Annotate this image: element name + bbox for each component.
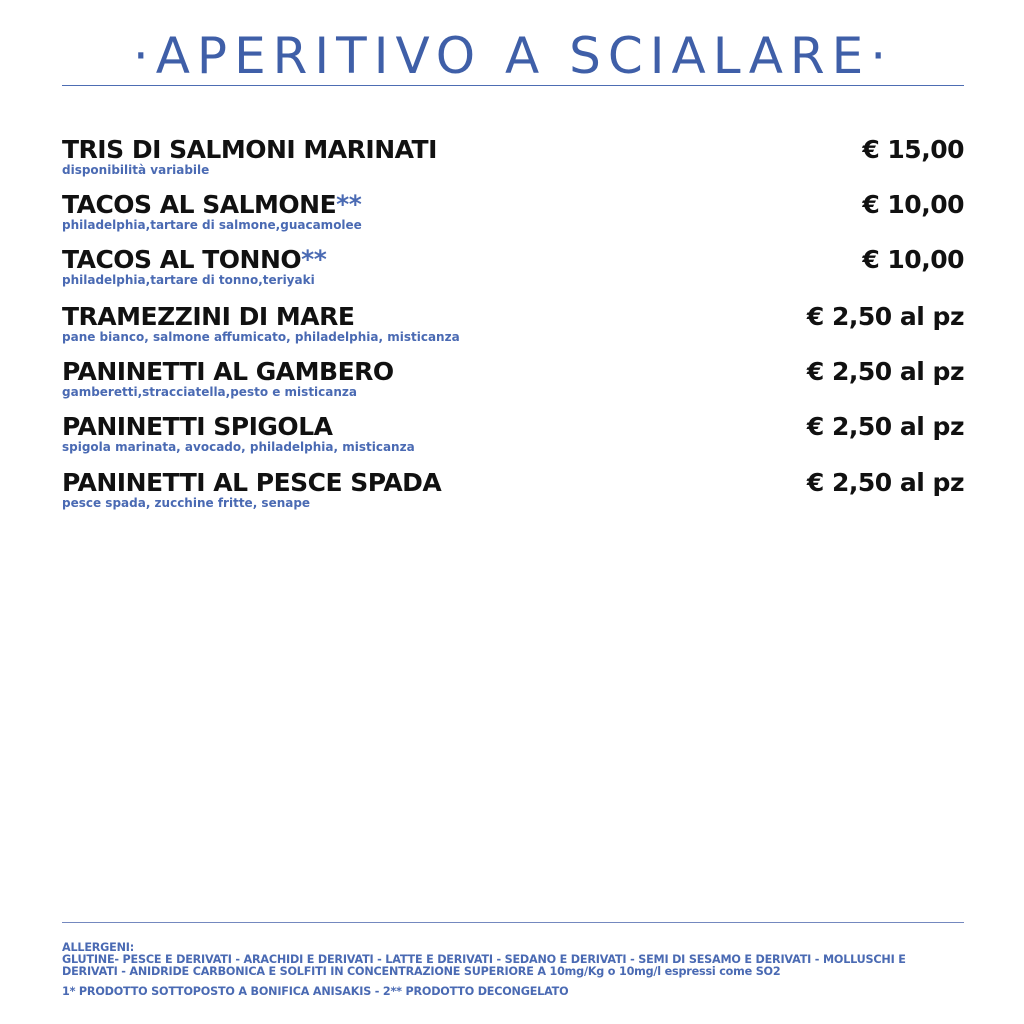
item-name: TACOS AL TONNO** [62,245,327,274]
item-name: PANINETTI AL PESCE SPADA [62,468,442,497]
allergens-line: GLUTINE- PESCE E DERIVATI - ARACHIDI E DERIVATI - LATTE E DERIVATI - SEDANO E DERIVATI - SEMI DI SESAMO E DERIVATI - MOLLUSCHI E [62,953,906,966]
item-name: TACOS AL SALMONE** [62,190,362,219]
allergens-line: DERIVATI - ANIDRIDE CARBONICA E SOLFITI IN CONCENTRAZIONE SUPERIORE A 10mg/Kg o 10mg/l espressi come SO2 [62,965,781,978]
item-description: disponibilità variabile [62,163,210,177]
item-name: TRIS DI SALMONI MARINATI [62,135,437,164]
item-description: philadelphia,tartare di salmone,guacamolee [62,218,362,232]
item-name: PANINETTI SPIGOLA [62,412,333,441]
item-description: pane bianco, salmone affumicato, philadelphia, misticanza [62,330,460,344]
product-note: 1* PRODOTTO SOTTOPOSTO A BONIFICA ANISAKIS - 2** PRODOTTO DECONGELATO [62,985,569,998]
item-price: € 10,00 [862,245,964,274]
item-price: € 2,50 al pz [806,468,964,497]
item-description: pesce spada, zucchine fritte, senape [62,496,311,510]
item-name: TRAMEZZINI DI MARE [62,302,355,331]
allergens-label: ALLERGENI: [62,941,134,954]
item-description: philadelphia,tartare di tonno,teriyaki [62,273,315,287]
item-description: spigola marinata, avocado, philadelphia, misticanza [62,440,415,454]
item-description: gamberetti,stracciatella,pesto e misticanza [62,385,358,399]
menu-item [62,190,964,242]
allergen-footer [62,942,964,998]
menu-item [62,245,964,297]
item-mark: ** [336,190,362,219]
item-mark: ** [301,245,327,274]
item-name: PANINETTI AL GAMBERO [62,357,394,386]
page-title: ·APERITIVO A SCIALARE· [132,27,894,85]
menu-item [62,468,964,520]
menu-item [62,357,964,409]
item-price: € 2,50 al pz [806,412,964,441]
title-divider [62,85,964,86]
footer-divider [62,922,964,923]
item-price: € 15,00 [862,135,964,164]
menu-item [62,412,964,464]
item-price: € 2,50 al pz [806,302,964,331]
menu-item [62,302,964,354]
item-price: € 2,50 al pz [806,357,964,386]
menu-item [62,135,964,187]
item-price: € 10,00 [862,190,964,219]
